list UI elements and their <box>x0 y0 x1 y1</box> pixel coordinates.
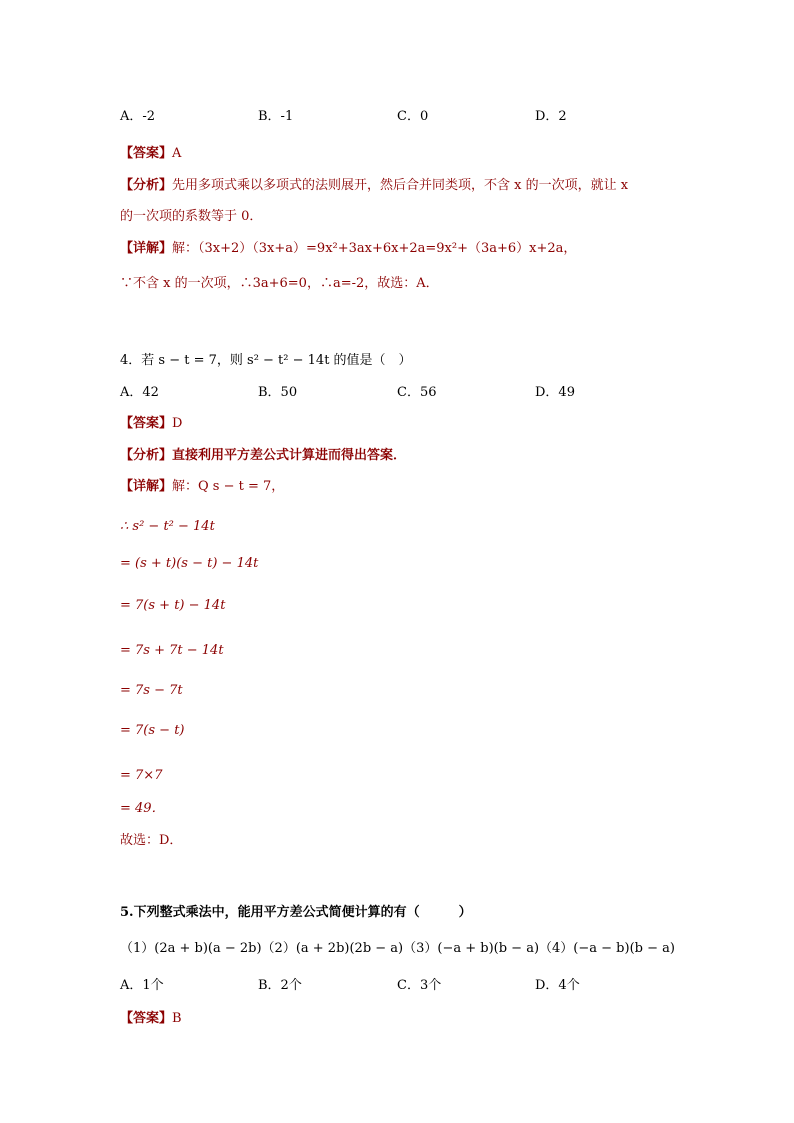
q3-detail-label: 【详解】 <box>120 241 173 256</box>
q5-answer-value: B <box>172 1011 182 1026</box>
q4-analysis <box>120 447 406 465</box>
q3-detail <box>120 240 576 258</box>
q4-analysis-text: 直接利用平方差公式计算进而得出答案． <box>172 448 407 463</box>
q4-step-2: = (s + t)(s − t) − 14t <box>120 556 259 571</box>
q4-step-1: ∴ s² − t² − 14t <box>120 519 215 534</box>
q4-answer-value: D <box>172 416 183 431</box>
q4-step-7: = 7×7 <box>120 768 163 783</box>
q4-analysis-label: 【分析】 <box>120 448 173 463</box>
q3-option-d: D．2 <box>535 109 567 124</box>
q4-detail-label: 【详解】 <box>120 479 173 494</box>
q4-answer <box>120 415 182 433</box>
q4-detail <box>120 478 284 496</box>
q4-option-c: C．56 <box>397 385 437 400</box>
q5-option-c: C．3个 <box>397 978 442 993</box>
q3-option-c: C．0 <box>397 109 429 124</box>
q4-step-4: = 7s + 7t − 14t <box>120 643 224 658</box>
q4-step-5: = 7s − 7t <box>120 683 183 698</box>
q5-items: （1）(2a + b)(a − 2b)（2）(a + 2b)(2b − a)（3）(−a + b)(b − a)（4）(−a − b)(b − a) <box>120 941 675 956</box>
q5-answer-label: 【答案】 <box>120 1011 173 1026</box>
q3-analysis <box>120 177 628 195</box>
q4-step-6: = 7(s − t) <box>120 723 185 738</box>
q4-answer-label: 【答案】 <box>120 416 173 431</box>
q3-analysis-text-1: 先用多项式乘以多项式的法则展开，然后合并同类项，不含 x 的一次项，就让 x <box>172 178 629 193</box>
q4-question: 4．若 s − t = 7，则 s² − t² − 14t 的值是（ ） <box>120 353 412 368</box>
q3-option-a: A．-2 <box>120 109 156 124</box>
q5-answer <box>120 1010 182 1028</box>
q3-conclusion: ∵不含 x 的一次项，∴3a+6=0，∴a=-2，故选：A． <box>120 276 439 291</box>
q5-option-a: A．1个 <box>120 978 164 993</box>
q3-answer-value: A <box>172 146 182 161</box>
q5-option-b: B．2个 <box>258 978 302 993</box>
q5-question: 5.下列整式乘法中，能用平方差公式简便计算的有（ ） <box>120 905 472 920</box>
q3-analysis-label: 【分析】 <box>120 178 173 193</box>
q3-answer-label: 【答案】 <box>120 146 173 161</box>
q4-step-8: = 49． <box>120 801 165 816</box>
q4-detail-text: 解：Q s − t = 7， <box>172 479 285 494</box>
q3-detail-text: 解：（3x+2）（3x+a）=9x²+3ax+6x+2a=9x²+（3a+6）x+2a， <box>172 241 577 256</box>
q4-conclusion: 故选：D． <box>120 833 183 848</box>
q4-option-d: D．49 <box>535 385 575 400</box>
q4-option-b: B．50 <box>258 385 298 400</box>
q5-option-d: D．4个 <box>535 978 580 993</box>
q4-step-3: = 7(s + t) − 14t <box>120 598 226 613</box>
q3-answer <box>120 145 181 163</box>
q3-option-b: B．-1 <box>258 109 294 124</box>
q3-analysis-text-2: 的一次项的系数等于 0． <box>120 209 263 224</box>
q4-option-a: A．42 <box>120 385 159 400</box>
